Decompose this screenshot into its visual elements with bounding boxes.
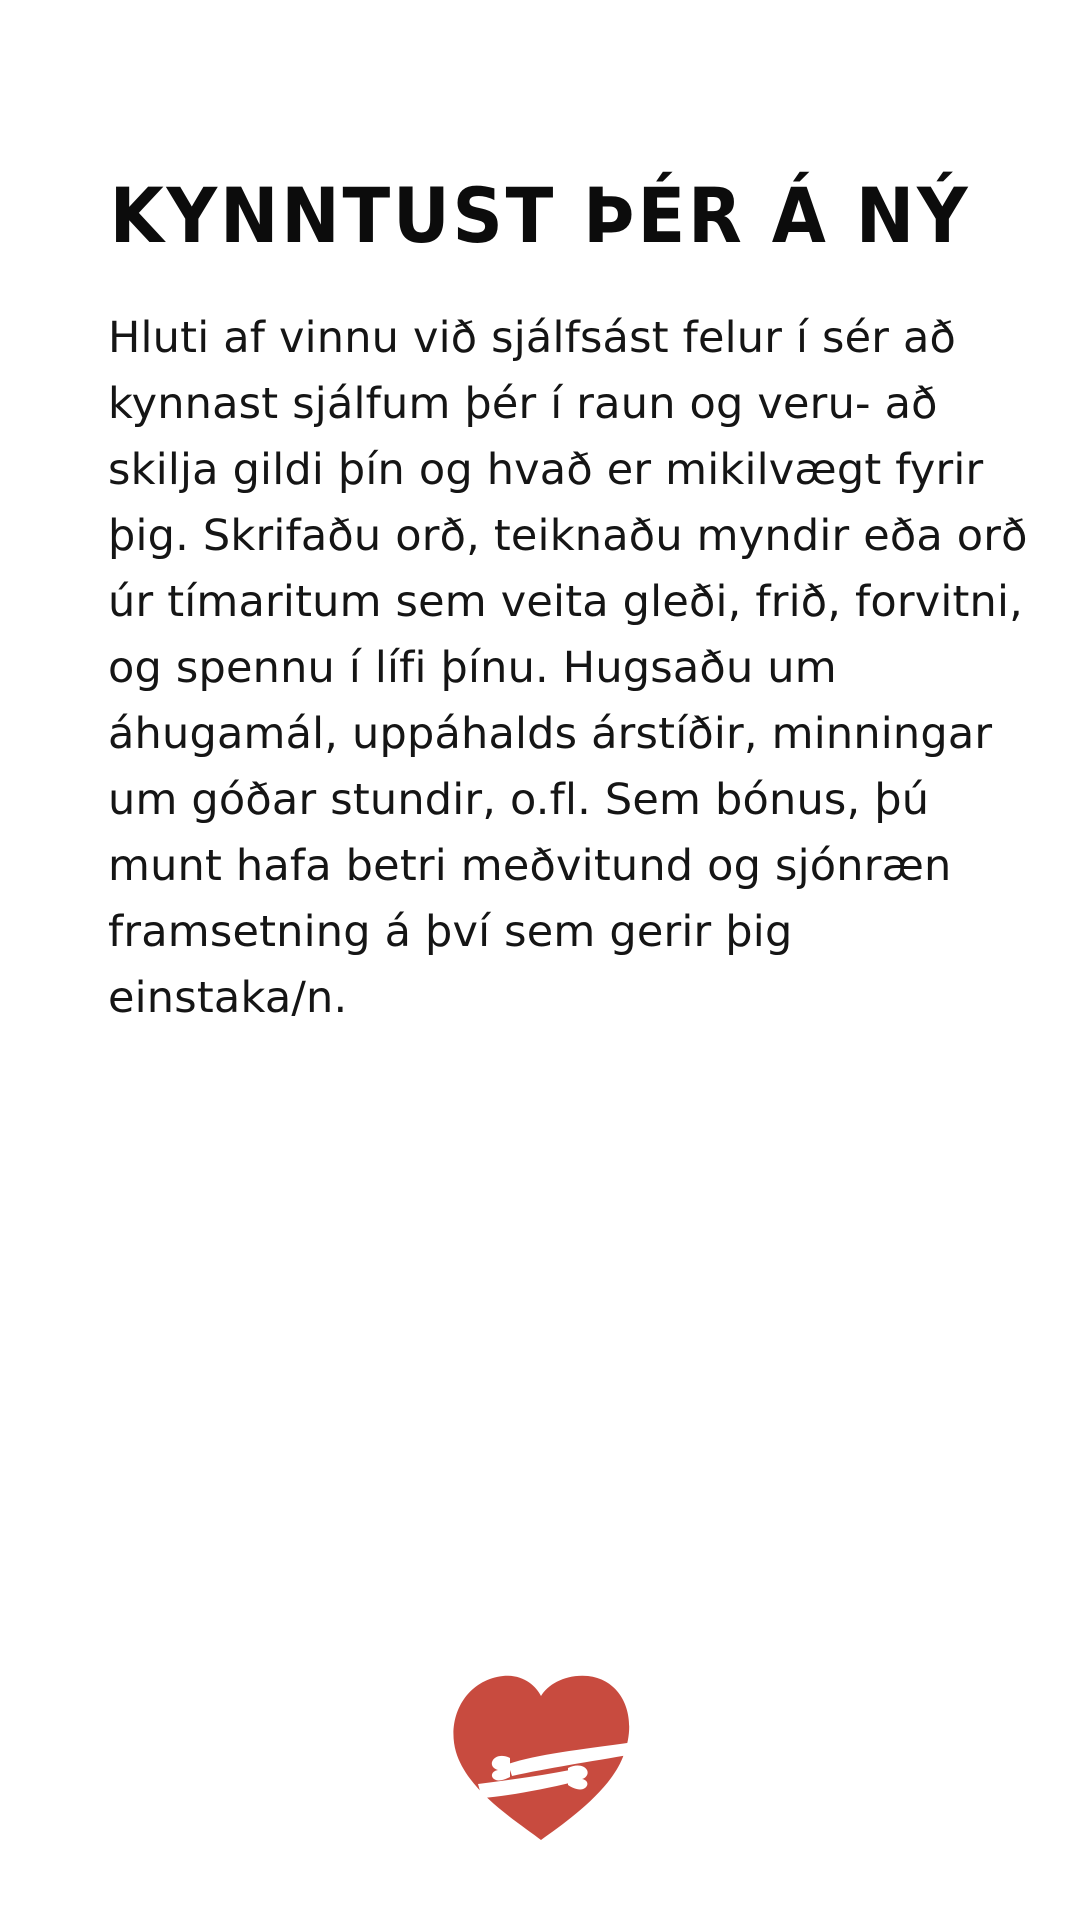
hug-hand-left [492,1756,510,1781]
hug-hand-right [568,1766,588,1790]
heart-hug-icon [448,1672,634,1842]
page-title: KYNNTUST ÞÉR Á NÝ [109,171,971,260]
body-paragraph: Hluti af vinnu við sjálfsást felur í sér að kynnast sjálfum þér í raun og veru- að skilja gildi þín og hvað er mikilvægt fyrir þig. Skrifaðu orð, teiknaðu myndir eða orð úr tímaritum sem veita gleði, frið, forvitni, og spennu í lífi þínu. Hugsaðu um áhugamál, uppáhalds árstíðir, minningar um góðar stundir, o.fl. Sem bónus, þú munt hafa betri meðvitund og sjónræn framsetning á því sem gerir þig einstaka/n. [108,313,1028,1023]
